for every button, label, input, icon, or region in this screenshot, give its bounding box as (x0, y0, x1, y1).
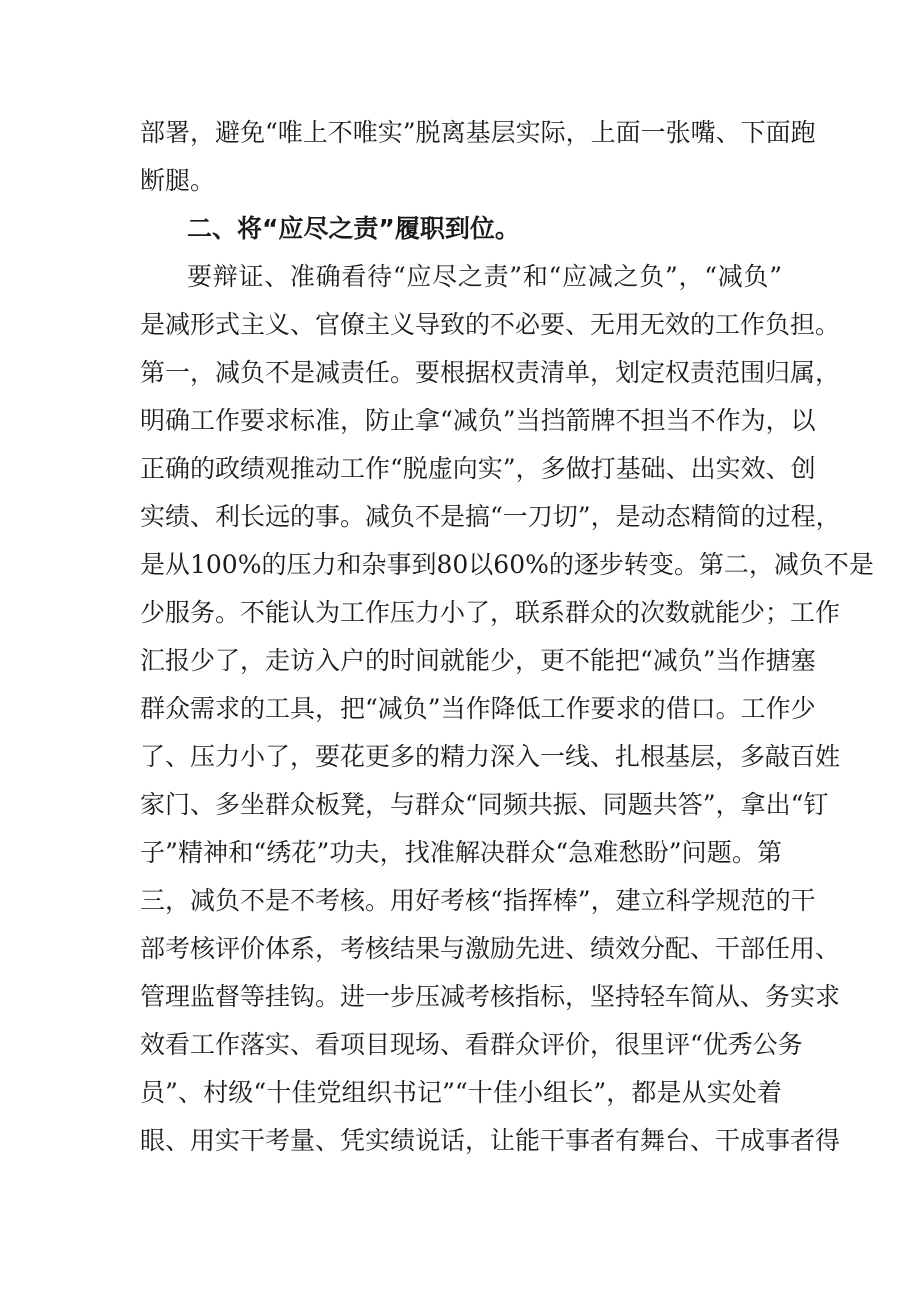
text-line: 了、压力小了，要花更多的精力深入一线、扎根基层，多敲百姓 (140, 742, 841, 771)
text-line: 第一，减负不是减责任。要根据权责清单，划定权责范围归属， (140, 358, 841, 387)
text-line: 部署，避免“唯上不唯实”脱离基层实际，上面一张嘴、下面跑 (140, 118, 816, 147)
text-line: 家门、多坐群众板凳，与群众“同频共振、同题共答”，拿出“钉 (140, 790, 829, 819)
text-line: 三，减负不是不考核。用好考核“指挥棒”，建立科学规范的干 (140, 886, 816, 915)
text-line: 明确工作要求标准，防止拿“减负”当挡箭牌不担当不作为，以 (140, 406, 816, 435)
text-line: 效看工作落实、看项目现场、看群众评价，很里评“优秀公务 (140, 1030, 803, 1059)
text-line: 是从100%的压力和杂事到80以60%的逐步转变。第二，减负不是 (140, 550, 874, 579)
section-heading: 二、将“应尽之责”履职到位。 (187, 214, 520, 243)
text-line: 子”精神和“绣花”功夫，找准解决群众“急难愁盼”问题。第 (140, 838, 782, 867)
text-line: 少服务。不能认为工作压力小了，联系群众的次数就能少；工作 (140, 598, 841, 627)
paragraph-first-line: 要辩证、准确看待“应尽之责”和“应减之负”，“减负” (187, 262, 782, 291)
text-line: 眼、用实干考量、凭实绩说话，让能干事者有舞台、干成事者得 (140, 1126, 841, 1155)
text-line: 群众需求的工具，把“减负”当作降低工作要求的借口。工作少 (140, 694, 816, 723)
text-line: 是减形式主义、官僚主义导致的不必要、无用无效的工作负担。 (140, 310, 841, 339)
text-line: 汇报少了，走访入户的时间就能少，更不能把“减负”当作搪塞 (140, 646, 816, 675)
text-line: 正确的政绩观推动工作“脱虚向实”，多做打基础、出实效、创 (140, 454, 816, 483)
text-line: 管理监督等挂钩。进一步压减考核指标，坚持轻车简从、务实求 (140, 982, 841, 1011)
text-line: 员”、村级“十佳党组织书记”“十佳小组长”，都是从实处着 (140, 1078, 782, 1107)
text-line: 实绩、利长远的事。减负不是搞“一刀切”，是动态精简的过程， (140, 502, 841, 531)
text-line: 断腿。 (140, 166, 216, 195)
text-line: 部考核评价体系，考核结果与激励先进、绩效分配、干部任用、 (140, 934, 841, 963)
